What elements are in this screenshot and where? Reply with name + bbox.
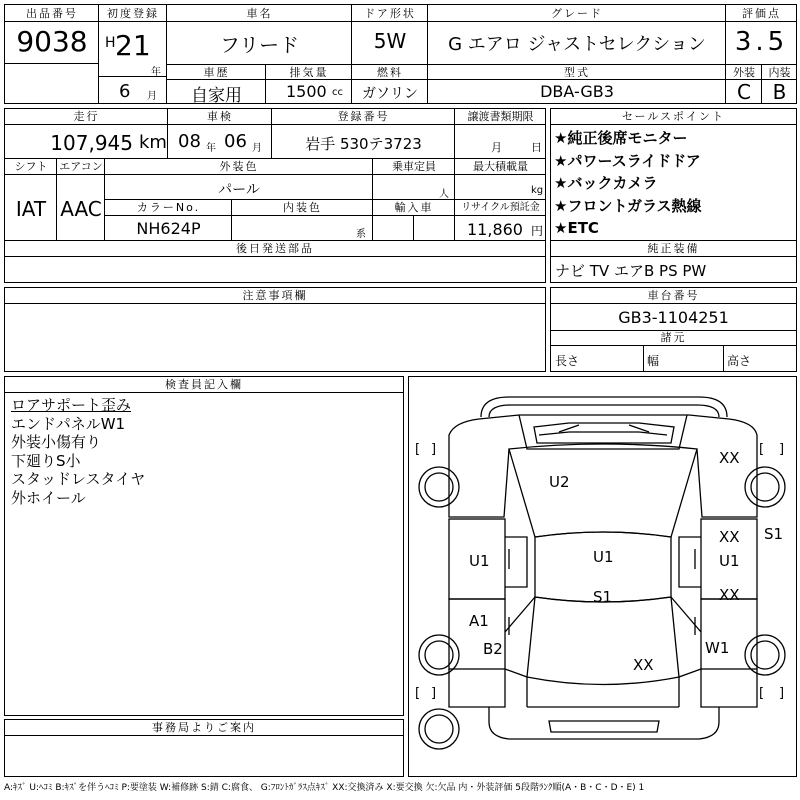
ext-color-label: 外装色: [219, 160, 259, 173]
inspector-label: 検査員記入欄: [165, 378, 243, 391]
door-label: ドア形状: [364, 7, 416, 20]
grade-label: グレード: [551, 7, 603, 20]
displacement-cell: [266, 65, 352, 104]
era: H: [105, 35, 116, 51]
shift: IAT: [15, 197, 47, 221]
capacity-label: 乗車定員: [392, 160, 436, 173]
notes-label: 注意事項欄: [242, 289, 308, 302]
ac: AAC: [60, 197, 102, 221]
fuel: ガソリン: [362, 86, 418, 102]
width-label: 幅: [647, 354, 660, 368]
insp-year: 08: [178, 131, 201, 152]
load-unit: kg: [531, 185, 544, 196]
model: DBA-GB3: [540, 82, 614, 101]
mileage-unit: km: [139, 132, 167, 153]
ac-label: エアコン: [59, 160, 103, 173]
mark-front-right-door: XX: [719, 528, 740, 546]
displacement-label: 排気量: [289, 66, 329, 79]
transfer-cell: [455, 109, 546, 159]
selling-points-list: [554, 127, 702, 240]
score: 3.5: [734, 27, 789, 57]
later-parts-label: 後日発送部品: [236, 242, 314, 255]
insp-month: 06: [224, 131, 247, 152]
exterior-grade: C: [737, 80, 751, 104]
selling-point: ★パワースライドドア: [554, 151, 701, 170]
int-color-unit: 系: [356, 229, 366, 240]
history-cell: [167, 65, 266, 104]
inspector-line: 外ホイール: [11, 488, 86, 507]
selling-point: ★ETC: [554, 219, 599, 237]
inspector-line: 外装小傷有り: [11, 433, 102, 451]
ext-color-cell: [105, 159, 373, 200]
grade-cell: [428, 5, 726, 65]
mark-right-rear-w: W1: [705, 639, 730, 657]
transfer-day: 日: [531, 141, 542, 154]
svg-text:[: [: [759, 442, 765, 457]
svg-text:[: [: [415, 442, 421, 457]
chassis-number: GB3-1104251: [618, 308, 729, 327]
transfer-label: 譲渡書類期限: [467, 110, 534, 123]
car-diagram: [409, 377, 796, 776]
import-cell: [373, 200, 455, 241]
vehicle-info-block: [4, 108, 546, 241]
office-block: [4, 719, 404, 777]
svg-text:]: ]: [779, 442, 785, 457]
inspector-line: エンドパネルW1: [11, 414, 126, 433]
mark-center-u: U1: [593, 548, 614, 566]
insp-month-unit: 月: [252, 143, 262, 154]
first-reg-cell: [99, 5, 167, 104]
length-label: 長さ: [555, 354, 580, 368]
inspector-line: 下廻りS小: [11, 451, 81, 470]
dimensions-label: 諸元: [660, 331, 687, 344]
svg-text:]: ]: [431, 686, 437, 701]
insp-year-unit: 年: [206, 143, 216, 154]
mileage: 107,945: [50, 131, 133, 155]
interior-grade: B: [772, 80, 787, 104]
model-cell: [428, 65, 726, 104]
equipment-block: [550, 241, 797, 283]
recycle-label: リサイクル預託金: [461, 202, 540, 213]
car-name: フリード: [219, 33, 300, 57]
equipment-label: 純正装備: [647, 242, 700, 255]
chassis-label: 車台番号: [647, 289, 700, 302]
score-label: 評価点: [742, 7, 781, 20]
equipment-value: ナビ TV エアB PS PW: [555, 262, 707, 280]
notes-block: [4, 287, 546, 372]
displacement: 1500: [286, 82, 327, 101]
transfer-month: 月: [491, 141, 502, 154]
door-type: 5W: [373, 29, 407, 53]
grade: G エアロ ジャストセレクション: [448, 34, 706, 55]
selling-points-label: セールスポイント: [621, 110, 725, 123]
mark-left-rear-b: B2: [483, 640, 503, 658]
color-no-label: カラーNo.: [136, 201, 201, 214]
load-label: 最大積載量: [473, 160, 528, 173]
recycle-unit: 円: [531, 224, 544, 238]
shift-cell: [5, 159, 57, 241]
lot-cell: [5, 5, 99, 104]
capacity-unit: 人: [439, 189, 449, 200]
inspection-label: 車検: [207, 110, 233, 123]
history: 自家用: [191, 86, 242, 106]
shift-label: シフト: [14, 160, 48, 173]
svg-text:]: ]: [779, 686, 785, 701]
interior-cell: [762, 65, 797, 104]
color-no: NH624P: [136, 219, 201, 238]
car-name-label: 車名: [246, 7, 273, 20]
chassis-block: [550, 287, 797, 372]
year-unit: 年: [151, 67, 161, 78]
exterior-label: 外装: [733, 66, 755, 79]
color-no-cell: [105, 200, 232, 241]
office-label: 事務局よりご案内: [152, 721, 256, 734]
exterior-cell: [726, 65, 762, 104]
header-block: [4, 4, 797, 104]
mileage-label: 走行: [73, 110, 100, 123]
inspector-block: [4, 376, 404, 716]
int-color-cell: [232, 200, 373, 241]
legend: A:ｷｽﾞ U:ﾍｺﾐ B:ｷｽﾞを伴うﾍｺﾐ P:要塗装 W:補修跡 S:錆 C:腐食、 G:ﾌﾛﾝﾄｶﾞﾗｽ点ｷｽﾞ XX:交換済み X:要交換 欠:欠品 内・外装評価 5段階ﾗﾝｸ順(A・B・C・D・E) 1: [4, 783, 645, 793]
selling-point: ★フロントガラス熱線: [554, 196, 702, 215]
mark-right-door-u: U1: [719, 552, 740, 570]
month-unit: 月: [147, 91, 157, 102]
mark-right-rear-x: XX: [719, 586, 740, 604]
ext-color: パール: [218, 182, 260, 198]
reg-year: 21: [115, 29, 151, 62]
door-cell: [352, 5, 428, 65]
ac-cell: [57, 159, 105, 241]
inspector-notes: [11, 396, 145, 507]
car-name-cell: [167, 5, 352, 65]
selling-point: ★純正後席モニター: [554, 129, 688, 147]
recycle-cell: [455, 200, 546, 241]
load-cell: [455, 159, 546, 200]
later-parts-block: [4, 241, 546, 283]
mark-right-fender-s: S1: [764, 525, 784, 543]
inspector-line: スタッドレスタイヤ: [11, 470, 146, 488]
recycle-amount: 11,860: [467, 220, 523, 239]
mark-left-front-u: U1: [469, 552, 490, 570]
plate-cell: [272, 109, 455, 159]
capacity-cell: [373, 159, 455, 200]
mark-hood-front-right: XX: [719, 449, 740, 467]
lot-label: 出品番号: [26, 7, 78, 20]
int-color-label: 内装色: [283, 201, 322, 214]
model-label: 型式: [564, 66, 590, 79]
reg-month: 6: [119, 81, 131, 102]
score-cell: [726, 5, 797, 65]
mark-rear-gate: XX: [633, 656, 654, 674]
height-label: 高さ: [727, 354, 752, 368]
mark-left-rear-a: A1: [469, 612, 489, 630]
interior-label: 内装: [768, 66, 791, 79]
plate-number: 岩手 530テ3723: [305, 135, 422, 153]
mark-center-s: S1: [593, 588, 613, 606]
svg-text:]: ]: [431, 442, 437, 457]
fuel-cell: [352, 65, 428, 104]
svg-text:[: [: [759, 686, 765, 701]
selling-points-block: [550, 108, 797, 241]
fuel-label: 燃料: [377, 66, 403, 79]
plate-label: 登録番号: [337, 110, 390, 123]
selling-point: ★バックカメラ: [554, 174, 658, 192]
lot-number: 9038: [16, 25, 88, 58]
inspector-line: ロアサポート歪み: [11, 396, 132, 414]
car-diagram-block: [408, 376, 797, 777]
import-label: 輸入車: [394, 201, 434, 214]
first-reg-label: 初度登録: [107, 7, 159, 20]
displacement-unit: cc: [332, 87, 343, 98]
mileage-cell: [5, 109, 168, 159]
history-label: 車歴: [203, 66, 230, 79]
mark-roof: U2: [549, 473, 570, 491]
svg-text:[: [: [415, 686, 421, 701]
inspection-cell: [168, 109, 272, 159]
